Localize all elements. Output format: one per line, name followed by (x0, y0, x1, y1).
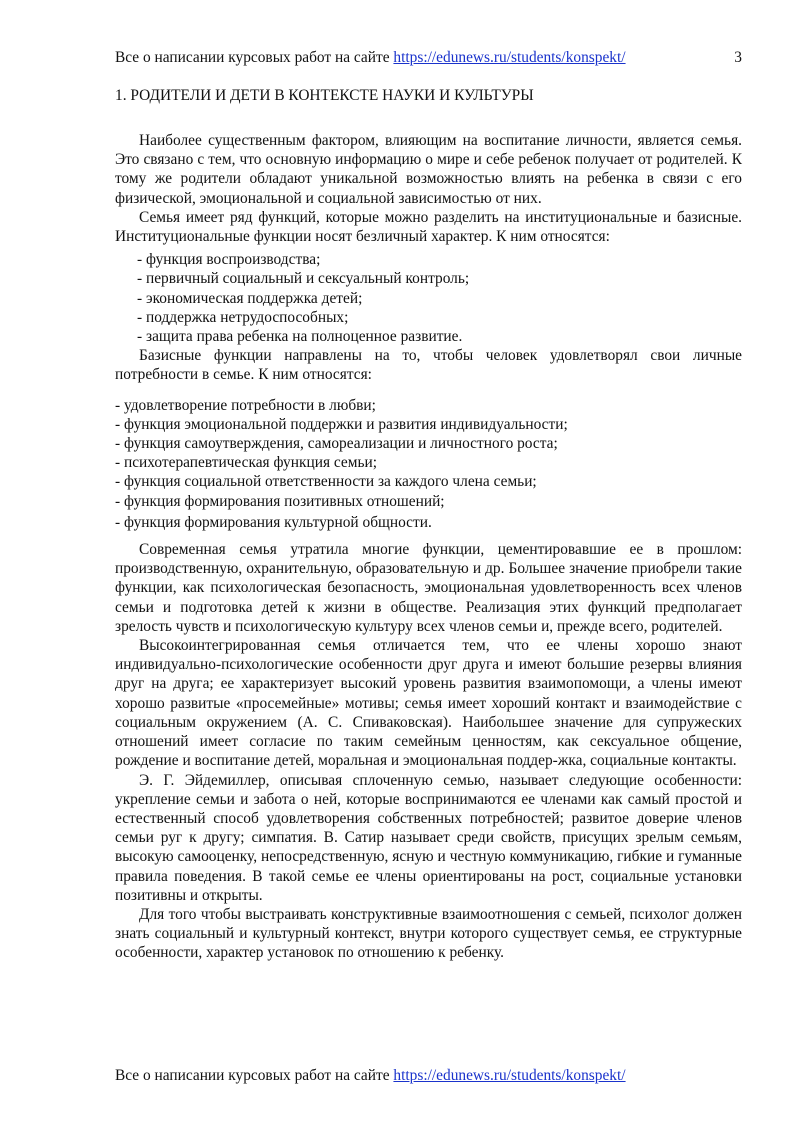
main-content (115, 131, 742, 963)
list-item: - функция социальной ответственности за каждого члена семьи; (115, 472, 742, 491)
functions-intro-paragraph: Семья имеет ряд функций, которые можно разделить на институциональные и базисные. Институциональные функции носят безличный характер. К ним относятся: (115, 208, 742, 246)
institutional-functions-list (115, 250, 742, 346)
page-footer (115, 1066, 742, 1085)
section-title: 1. РОДИТЕЛИ И ДЕТИ В КОНТЕКСТЕ НАУКИ И КУЛЬТУРЫ (115, 87, 534, 104)
list-item: - психотерапевтическая функция семьи; (115, 453, 742, 472)
basic-functions-list (115, 396, 742, 532)
body-paragraph: Для того чтобы выстраивать конструктивные взаимоотношения с семьей, психолог должен знать социальный и культурный контекст, внутри которого существует семья, ее структурные особенности, характер установок по отношению к ребенку. (115, 905, 742, 962)
footer-link[interactable]: https://edunews.ru/students/konspekt/ (393, 1067, 626, 1084)
list-item: - удовлетворение потребности в любви; (115, 396, 742, 415)
header-text: Все о написании курсовых работ на сайте (115, 49, 394, 66)
body-paragraph: Высокоинтегрированная семья отличается тем, что ее члены хорошо знают индивидуально-психологические особенности друг друга и имеют большие резервы влияния друг на друга; ее характеризует высокий уровень развития взаимопомощи, а члены имеют хорошо развитые «просемейные» мотивы; семья имеет хороший контакт и взаимодействие с социальным окружением (А. С. Спиваковская). Наибольшее значение для супружеских отношений имеет согласие по таким семейным ценностям, как сексуальное общение, рождение и воспитание детей, моральная и эмоциональная поддер-жка, социальные контакты. (115, 637, 742, 770)
intro-paragraph: Наиболее существенным фактором, влияющим на воспитание личности, является семья. Это связано с тем, что основную информацию о мире и себе ребенок получает от родителей. К тому же родители обладают уникальной возможностью влиять на ребенка в связи с его физической, эмоциональной и социальной зависимостью от них. (115, 132, 742, 207)
basic-functions-intro: Базисные функции направлены на то, чтобы человек удовлетворял свои личные потребности в семье. К ним относятся: (115, 347, 742, 384)
page-header (115, 48, 742, 67)
list-item: - функция воспроизводства; (137, 250, 742, 269)
list-item: - первичный социальный и сексуальный контроль; (137, 269, 742, 288)
list-item: - поддержка нетрудоспособных; (137, 308, 742, 327)
list-item: - функция формирования культурной общности. (115, 513, 742, 532)
footer-text: Все о написании курсовых работ на сайте (115, 1067, 394, 1084)
page-number: 3 (734, 49, 742, 66)
body-paragraph: Современная семья утратила многие функции, цементировавшие ее в прошлом: производственную, охранительную, образовательную и др. Большее значение приобрели такие функции, как психологическая безопасность, эмоциональная удовлетворенность всех членов семьи и подготовка детей к жизни в обществе. Реализация этих функций предполагает зрелость чувств и психологическую культуру всех членов семьи и, прежде всего, родителей. (115, 541, 742, 635)
list-item: - защита права ребенка на полноценное развитие. (137, 327, 742, 346)
list-item: - экономическая поддержка детей; (137, 289, 742, 308)
list-item: - функция формирования позитивных отношений; (115, 492, 742, 511)
body-paragraph: Э. Г. Эйдемиллер, описывая сплоченную семью, называет следующие особенности: укрепление семьи и забота о ней, которые воспринимаются ее членами как самый простой и естественный способ удовлетворения собственных потребностей; развитое доверие членов семьи руг к другу; симпатия. В. Сатир называет среди свойств, присущих зрелым семьям, высокую самооценку, непосредственную, ясную и честную коммуникацию, гибкие и гуманные правила поведения. В такой семье ее члены ориентированы на рост, социальные установки позитивны и открыты. (115, 771, 742, 904)
header-link[interactable]: https://edunews.ru/students/konspekt/ (393, 49, 626, 66)
list-item: - функция самоутверждения, самореализации и личностного роста; (115, 434, 742, 453)
list-item: - функция эмоциональной поддержки и развития индивидуальности; (115, 415, 742, 434)
